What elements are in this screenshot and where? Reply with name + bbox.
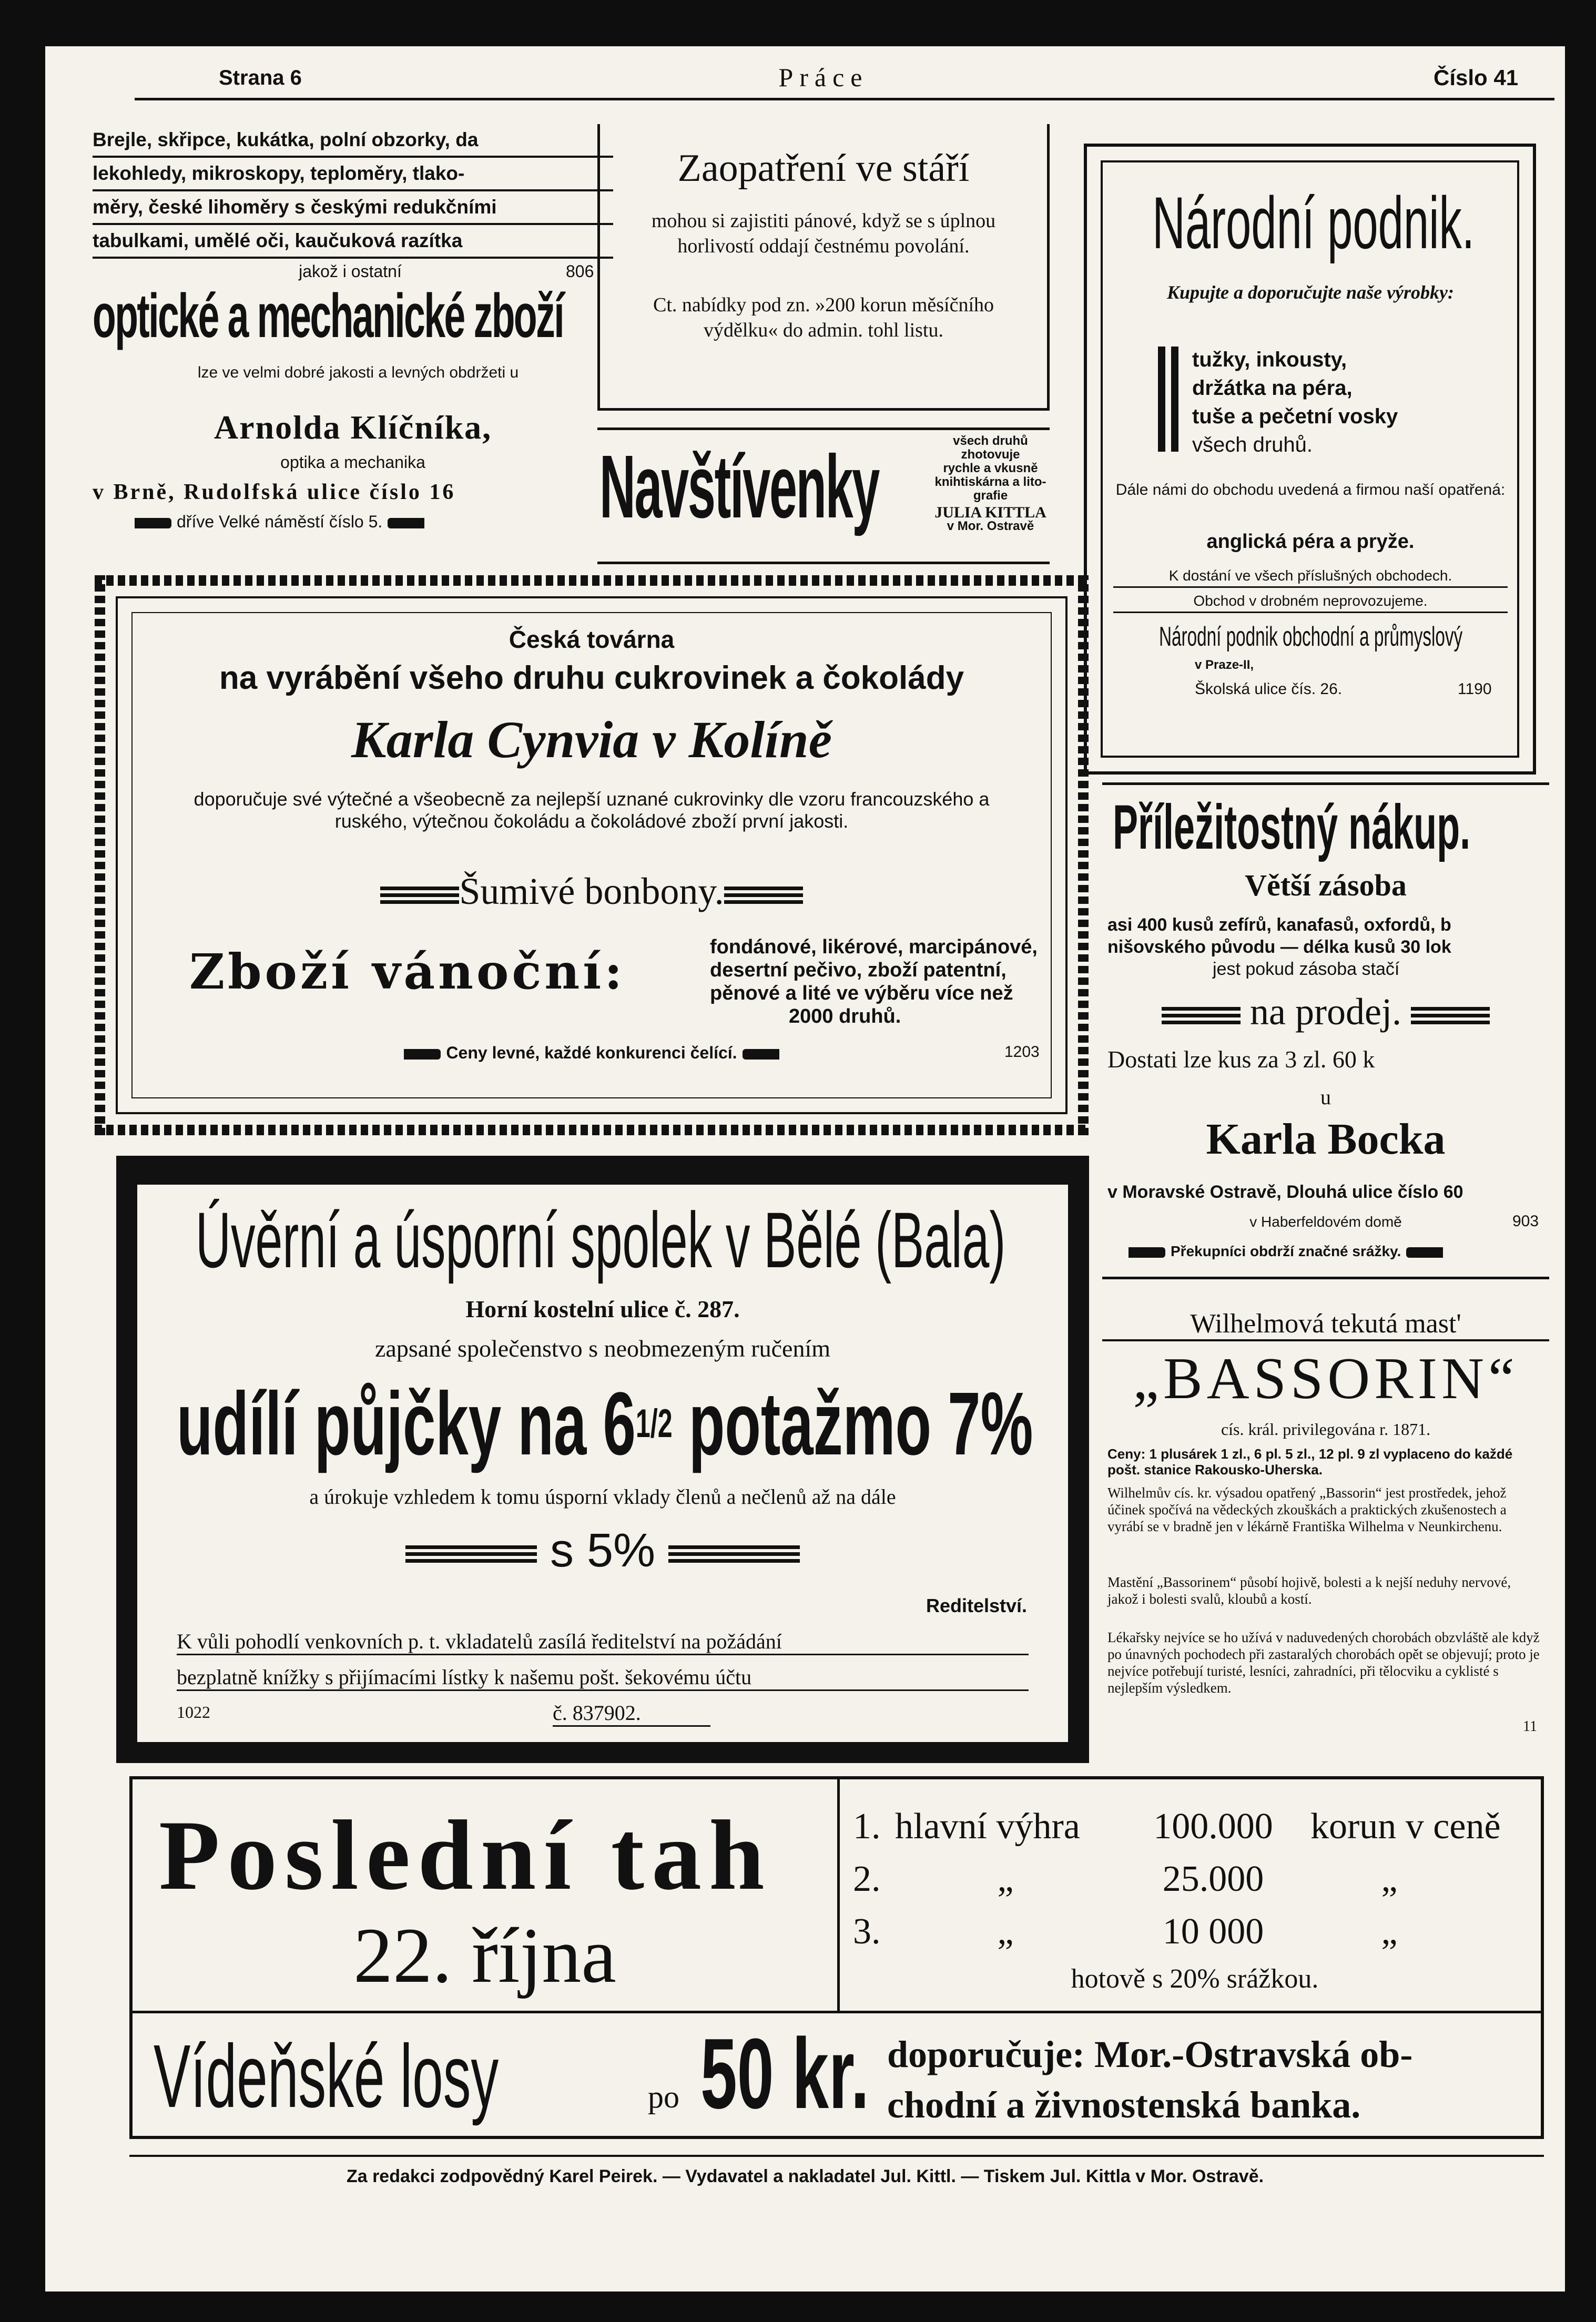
ointment-body-3: Lékařsky nejvíce se ho užívá v naduvedených chorobách obzvláště ale když po únavných pochodech při zastaralých chorobách opět se objevují; proto je nejvíce potřebují turisté, lesníci, zahradníci, při tělocviku a cyklisté s nejlepším výsledkem.: [1107, 1630, 1540, 1696]
candy-xmas-item: 2000 druhů.: [789, 1005, 901, 1027]
optics-previous: [129, 512, 430, 532]
sale-body: [1107, 914, 1451, 980]
lottery-date: 22. října: [353, 1912, 616, 1999]
bank-loans-fraction: 1/2: [635, 1401, 673, 1446]
optics-line-2: lekohledy, mikroskopy, teploměry, tlako-: [93, 158, 613, 191]
lottery-bank-line: chodní a živnostenská banka.: [887, 2084, 1361, 2126]
national-subtitle: Kupujte a doporučujte naše výrobky:: [1167, 282, 1454, 303]
ointment-body-2: Mastění „Bassorinem“ působí hojivě, bolesti a k nejší neduhy nervové, jakož i bolesti svalů, kloubů a kostí.: [1107, 1574, 1511, 1607]
prize-amount: 10 000: [1162, 1911, 1264, 1952]
pointing-hand-icon: [1129, 1247, 1165, 1258]
national-product: tužky, inkousty,: [1192, 348, 1347, 371]
sale-rule-top: [1102, 782, 1549, 785]
sale-address: v Moravské Ostravě, Dlouhá ulice číslo 60: [1107, 1182, 1463, 1202]
ointment-body-1: Wilhelmův cís. kr. výsadou opatřený „Bassorin“ jest prostředek, jehož účinek spočívá na vědeckých zkouškách a praktických zkušenostech a vyrábí se v bradně jen v lékárně Františka Wilhelma v Neunkirchenu.: [1107, 1485, 1507, 1534]
cards-printer: JULIA KITTLA: [934, 504, 1046, 521]
prize-unit: „: [1381, 1911, 1398, 1952]
national-product: držátka na péra,: [1192, 376, 1353, 400]
national-extra: anglická péra a pryže.: [1206, 531, 1415, 553]
bank-account: č. 837902.: [553, 1700, 710, 1727]
national-products-note: všech druhů.: [1192, 433, 1313, 456]
cards-details: [934, 434, 1047, 533]
lottery-divider-h: [133, 2011, 1541, 2013]
bank-rate: s 5%: [550, 1524, 656, 1577]
lottery-cash: hotově s 20% srážkou.: [1071, 1964, 1319, 1994]
sale-on-sale-row: [1102, 990, 1549, 1034]
cards-line: zhotovuje: [961, 447, 1020, 462]
header-rule: [135, 98, 1554, 100]
triple-rule-icon: [668, 1542, 800, 1566]
sale-ad: [1102, 782, 1549, 1335]
candy-xmas: Zboží vánoční:: [189, 943, 626, 1000]
bank-title: Úvěrní a úsporní spolek v Bělé (Bala): [195, 1196, 1006, 1284]
national-bar-2: [1171, 347, 1178, 452]
optics-line-4: tabulkami, umělé oči, kaučuková razítka: [93, 225, 613, 259]
old-age-body: mohou si zajistiti pánové, když se s úplnou horlivostí oddají čestnému povolání.: [651, 210, 996, 257]
triple-rule-icon: [724, 883, 803, 907]
cards-ad: [597, 427, 1050, 564]
national-bar-1: [1158, 347, 1165, 452]
bank-note-2: bezplatně knížky s přijímacími lístky k našemu pošt. šekovému účtu: [177, 1665, 1029, 1691]
sale-title: Příležitostný nákup.: [1113, 792, 1471, 862]
lottery-ad: [129, 1776, 1544, 2139]
bank-note-1: K vůli pohodlí venkovních p. t. vkladatelů zasílá ředitelství na požádání: [177, 1629, 1029, 1655]
sale-body-line: asi 400 kusů zefírů, kanafasů, oxfordů, b: [1107, 915, 1451, 935]
national-retail: Obchod v drobném neprovozujeme.: [1113, 593, 1508, 613]
lottery-prize-row: [853, 1853, 1537, 1906]
pointing-hand-icon: [404, 1049, 441, 1060]
issue-number: Číslo 41: [1434, 65, 1519, 90]
optics-headline: optické a mechanické zboží: [93, 281, 564, 351]
ointment-privilege: cís. král. privilegována r. 1871.: [1221, 1420, 1431, 1439]
sale-rule-bottom: [1102, 1277, 1549, 1279]
sale-on-sale: na prodej.: [1250, 991, 1401, 1033]
candy-body: doporučuje své výtečné a všeobecně za nejlepší uznané cukrovinky dle vzoru francouzského a ruského, výtečnou čokoládu a čokoládové zboží první jakosti.: [194, 788, 990, 832]
old-age-offer: Ct. nabídky pod zn. »200 korun měsíčního výdělku« do admin. tohl listu.: [653, 294, 994, 341]
bank-loans-percent: %: [980, 1374, 1033, 1474]
ointment-prices: Ceny: 1 plusárek 1 zl., 6 pl. 5 zl., 12 pl. 9 zl vyplaceno do každé pošt. stanice Rakousko-Uherska.: [1107, 1446, 1513, 1478]
sale-u: u: [1320, 1085, 1331, 1109]
prize-label: „: [997, 1859, 1014, 1899]
sale-house: v Haberfeldovém domě: [1249, 1214, 1402, 1230]
optics-line-3: měry, české lihoměry s českými redukčními: [93, 191, 613, 225]
ointment-code: 11: [1523, 1718, 1537, 1735]
bank-address: Horní kostelní ulice č. 287.: [465, 1296, 740, 1322]
triple-rule-icon: [380, 883, 459, 907]
old-age-title: Zaopatření ve stáří: [677, 147, 970, 190]
bank-code: 1022: [177, 1703, 210, 1722]
bank-loans-prefix: udílí půjčky na 6: [177, 1374, 636, 1474]
sale-resellers: [1123, 1243, 1448, 1260]
sale-resellers-text: Překupníci obdrží značné srážky.: [1171, 1243, 1401, 1259]
candy-script-name: Karla Cynvia v Kolíně: [351, 710, 832, 769]
bank-rate-row: [137, 1524, 1068, 1578]
optics-role: optika a mechanika: [280, 453, 425, 472]
optics-line-1: Brejle, skřipce, kukátka, polní obzorky, da: [93, 124, 613, 158]
masthead: Práce: [778, 63, 869, 92]
pointing-hand-left-icon: [388, 518, 424, 528]
sale-subtitle: Větší zásoba: [1245, 868, 1407, 902]
ornament-border-bottom: [95, 1125, 1089, 1135]
lottery-po: po: [648, 2080, 679, 2114]
candy-xmas-items: [710, 935, 1038, 1028]
national-products: [1192, 345, 1398, 459]
triple-rule-icon: [1162, 1004, 1241, 1027]
bank-deposits: a úrokuje vzhledem k tomu úsporní vklady členů a nečlenů až na dále: [309, 1485, 896, 1509]
national-city: v Praze-II,: [1195, 658, 1254, 672]
national-availability: K dostání ve všech příslušných obchodech.: [1113, 567, 1508, 588]
candy-prices-text: Ceny levné, každé konkurenci čelící.: [446, 1043, 737, 1062]
prize-label: „: [997, 1911, 1014, 1952]
lottery-bank: [887, 2029, 1412, 2130]
cards-place: v Mor. Ostravě: [947, 519, 1034, 533]
cards-line: grafie: [973, 488, 1008, 503]
bank-ad: [116, 1156, 1089, 1763]
candy-line-1: Česká továrna: [509, 626, 675, 653]
newspaper-page: [45, 46, 1565, 2292]
bank-signature: Reditelství.: [926, 1595, 1028, 1616]
prize-unit: „: [1381, 1859, 1398, 1899]
cards-line: rychle a vkusně: [943, 461, 1038, 475]
national-street: Školská ulice čís. 26.: [1195, 680, 1343, 698]
candy-xmas-item: pěnové a lité ve výběru více než: [710, 982, 1013, 1004]
candy-xmas-item: fondánové, likérové, marcipánové,: [710, 936, 1038, 958]
bank-legal: zapsané společenstvo s neobmezeným ručením: [374, 1335, 831, 1362]
cards-title: Navštívenky: [599, 437, 879, 537]
sale-body-line: nišovského původu — délka kusů 30 lok: [1107, 937, 1451, 957]
bank-loans-mid: potažmo 7: [672, 1374, 981, 1474]
optics-previous-text: dříve Velké náměstí číslo 5.: [177, 512, 383, 531]
optics-body: lze ve velmi dobré jakosti a levných obdržeti u: [197, 364, 519, 381]
pointing-hand-left-icon: [743, 1049, 779, 1060]
optics-code: 806: [566, 262, 594, 281]
ornament-border-top: [95, 575, 1089, 586]
optics-also: jakož i ostatní: [299, 262, 402, 281]
cards-line: všech druhů: [953, 434, 1028, 448]
pointing-hand-left-icon: [1406, 1247, 1443, 1258]
national-ad: [1084, 144, 1536, 775]
national-company: Národní podnik obchodní a průmyslový: [1159, 622, 1463, 652]
lottery-title: Poslední tah: [159, 1800, 772, 1911]
candy-line-2: na vyrábění všeho druhu cukrovinek a čokolády: [219, 660, 964, 696]
lottery-prize-row: [853, 1906, 1537, 1958]
lottery-bank-line: doporučuje: Mor.-Ostravská ob-: [887, 2033, 1413, 2075]
prize-unit: korun v ceně: [1310, 1806, 1501, 1847]
national-title: Národní podnik.: [1152, 181, 1475, 264]
footer-rule: [129, 2155, 1544, 2157]
sale-code: 903: [1512, 1213, 1539, 1230]
candy-fizzy-row: [95, 870, 1089, 913]
cards-line: knihtiskárna a lito-: [934, 475, 1046, 489]
candy-fizzy: Šumivé bonbony.: [459, 870, 724, 912]
sale-name: Karla Bocka: [1206, 1115, 1446, 1164]
prize-amount: 25.000: [1162, 1859, 1264, 1899]
ointment-brand: „BASSORIN“: [1133, 1346, 1519, 1411]
prize-rank: 3.: [853, 1911, 881, 1952]
page-number: Strana 6: [219, 66, 302, 89]
old-age-ad: [597, 124, 1050, 411]
ointment-line-1: Wilhelmová tekutá mast': [1102, 1308, 1549, 1341]
candy-prices: [95, 1043, 1089, 1063]
triple-rule-icon: [405, 1542, 537, 1566]
prize-rank: 2.: [853, 1859, 881, 1899]
bank-loans: [177, 1374, 1033, 1474]
candy-xmas-item: desertní pečivo, zboží patentní,: [710, 959, 1007, 981]
candy-ad: [95, 575, 1089, 1135]
optics-ad: [93, 124, 613, 592]
prize-rank: 1.: [853, 1806, 881, 1847]
footer-imprint: Za redakci zodpovědný Karel Peirek. — Vydavatel a nakladatel Jul. Kittl. — Tiskem Jul. Kittla v Mor. Ostravě.: [346, 2166, 1264, 2186]
lottery-price: 50 kr.: [700, 2018, 869, 2130]
lottery-prize-row: [853, 1800, 1537, 1853]
pointing-hand-icon: [135, 518, 171, 528]
optics-name: Arnolda Klíčníka,: [214, 409, 492, 446]
lottery-prizes: [853, 1800, 1537, 2000]
prize-amount: 100.000: [1153, 1806, 1273, 1847]
sale-body-line: jest pokud zásoba stačí: [1213, 959, 1400, 979]
ointment-ad: [1102, 1308, 1549, 1755]
prize-label: hlavní výhra: [895, 1806, 1080, 1847]
lottery-tickets: Vídeňské losy: [154, 2026, 499, 2126]
national-code: 1190: [1458, 680, 1492, 698]
triple-rule-icon: [1411, 1004, 1490, 1027]
sale-price: Dostati lze kus za 3 zl. 60 k: [1107, 1046, 1375, 1073]
candy-code: 1203: [1004, 1043, 1040, 1061]
national-also: Dále námi do obchodu uvedená a firmou naší opatřená:: [1115, 481, 1506, 498]
national-product: tuše a pečetní vosky: [1192, 405, 1398, 428]
optics-address: v Brně, Rudolfská ulice číslo 16: [93, 480, 456, 504]
lottery-divider-v: [837, 1779, 840, 2011]
